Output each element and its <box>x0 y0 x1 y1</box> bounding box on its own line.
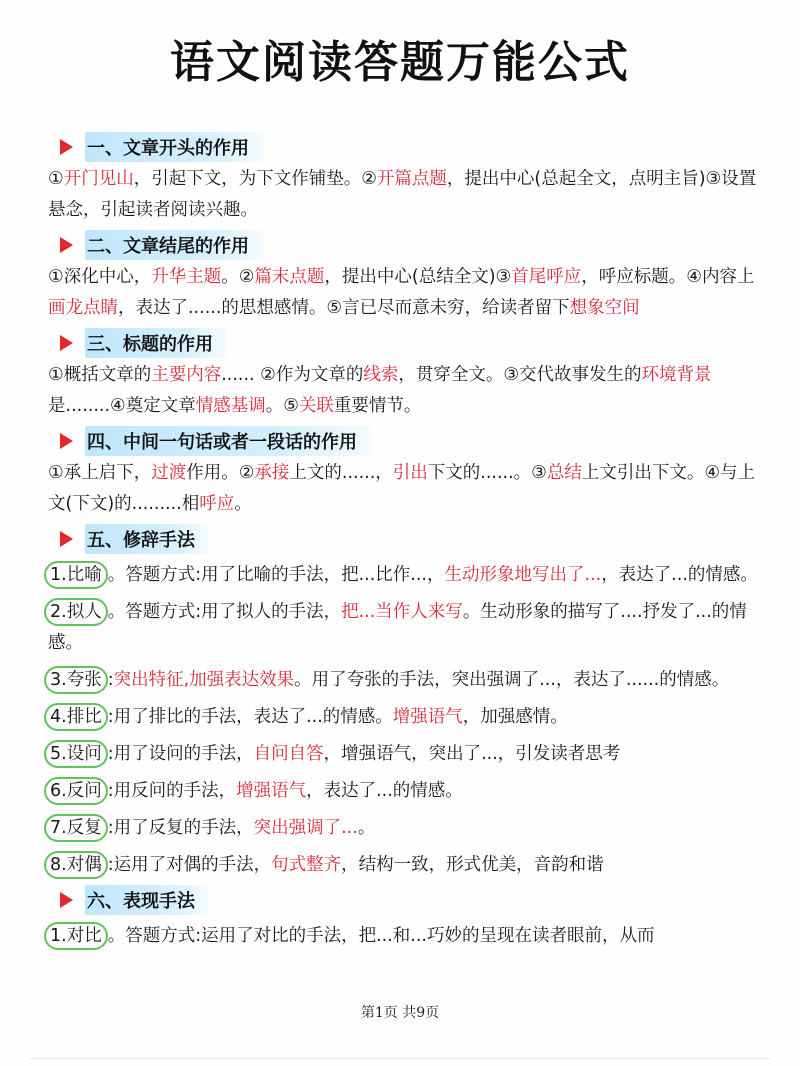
section-heading-label: 四、中间一句话或者一段话的作用 <box>85 426 371 456</box>
body-text: ① <box>48 169 64 189</box>
highlight-text: 开篇点题 <box>376 169 447 189</box>
highlight-text: 主要内容 <box>151 365 222 385</box>
bottom-divider <box>30 1058 770 1059</box>
body-text: ，呼应标题。④内容上 <box>581 267 755 287</box>
technique-tag: 2.拟人 <box>44 598 108 626</box>
body-text: 。答题方式:用了拟人的手法， <box>107 602 342 622</box>
body-text: 。用了夸张的手法，突出强调了...，表达了......的情感。 <box>294 670 730 690</box>
highlight-text: 增强语气 <box>236 781 307 801</box>
body-text: ，加强感情。 <box>462 707 568 727</box>
triangle-marker-icon <box>60 139 73 155</box>
body-text: ，提出中心(总结全文)③ <box>324 267 512 287</box>
body-text: 上文的......， <box>289 463 393 483</box>
section-heading <box>48 426 768 456</box>
section-heading <box>48 524 768 554</box>
technique-tag: 4.排比 <box>44 703 108 731</box>
technique-tag: 1.对比 <box>44 922 108 950</box>
page-title: 语文阅读答题万能公式 <box>170 37 630 88</box>
highlight-text: 总结 <box>546 463 582 483</box>
technique-item <box>48 813 768 844</box>
technique-item <box>48 739 768 770</box>
section-heading-label: 二、文章结尾的作用 <box>85 230 263 260</box>
technique-item <box>48 776 768 807</box>
technique-tag: 3.夸张 <box>44 666 108 694</box>
section-heading <box>48 132 768 162</box>
highlight-text: 承接 <box>254 463 290 483</box>
technique-tag: 6.反问 <box>44 777 108 805</box>
body-text: ，表达了...的情感。 <box>306 781 463 801</box>
highlight-text: 首尾呼应 <box>511 267 582 287</box>
body-text: ①承上启下， <box>48 463 152 483</box>
triangle-marker-icon <box>60 433 73 449</box>
body-text: 。 <box>234 494 252 514</box>
body-text: ①概括文章的 <box>48 365 152 385</box>
section-paragraph <box>48 458 768 520</box>
highlight-text: 引出 <box>392 463 428 483</box>
highlight-text: 突出强调了... <box>253 818 358 838</box>
body-text: ，贯穿全文。③交代故事发生的 <box>398 365 642 385</box>
section-heading <box>48 230 768 260</box>
technique-tag: 5.设问 <box>44 740 108 768</box>
body-text: 。生动形象的描写了....抒发了...的情感。 <box>48 602 747 653</box>
body-text: 。② <box>221 267 255 287</box>
highlight-text: 情感基调 <box>195 396 266 416</box>
body-text: 下文的......。③ <box>427 463 547 483</box>
body-text: ，增强语气，突出了...，引发读者思考 <box>323 744 621 764</box>
technique-item <box>48 921 768 952</box>
highlight-text: 关联 <box>298 396 334 416</box>
body-text: :运用了对偶的手法， <box>107 855 272 875</box>
highlight-text: 画龙点睛 <box>48 298 118 318</box>
technique-tag: 7.反复 <box>44 814 108 842</box>
body-text: ，表达了......的思想感情。⑤言已尽而意未穷，给读者留下 <box>118 298 570 318</box>
triangle-marker-icon <box>60 892 73 908</box>
technique-item <box>48 597 768 659</box>
body-text: 。⑤ <box>265 396 299 416</box>
body-text: ，提出中心(总起全文，点明主旨)③设置悬念，引起读者阅读兴趣。 <box>48 169 757 220</box>
highlight-text: 句式整齐 <box>271 855 342 875</box>
body-text: ，结构一致，形式优美，音韵和谐 <box>341 855 604 875</box>
body-text: :用了反复的手法， <box>107 818 254 838</box>
highlight-text: 呼应 <box>199 494 235 514</box>
body-text: ①深化中心， <box>48 267 152 287</box>
body-text: 是........④奠定文章 <box>48 396 196 416</box>
technique-item <box>48 850 768 881</box>
highlight-text: 过渡 <box>151 463 187 483</box>
highlight-text: 增强语气 <box>392 707 463 727</box>
body-text: 上文引出下文。④与上文(下文)的.........相 <box>48 463 756 514</box>
highlight-text: 开门见山 <box>63 169 134 189</box>
section-paragraph <box>48 262 768 324</box>
highlight-text: 篇末点题 <box>254 267 325 287</box>
section-heading <box>48 328 768 358</box>
technique-tag: 8.对偶 <box>44 851 108 879</box>
body-text: 重要情节。 <box>333 396 422 416</box>
triangle-marker-icon <box>60 237 73 253</box>
body-text: :用反问的手法， <box>107 781 237 801</box>
highlight-text: 自问自答 <box>253 744 324 764</box>
section-heading <box>48 885 768 915</box>
body-text: 。答题方式:运用了对比的手法，把...和...巧妙的呈现在读者眼前，从而 <box>107 926 655 946</box>
highlight-text: 线索 <box>363 365 399 385</box>
section-heading-label: 三、标题的作用 <box>85 328 227 358</box>
body-text: ，引起下文，为下文作铺垫。② <box>133 169 377 189</box>
triangle-marker-icon <box>60 335 73 351</box>
triangle-marker-icon <box>60 531 73 547</box>
highlight-text: 生动形象地写出了... <box>444 565 602 585</box>
content-body <box>48 128 768 956</box>
body-text: : <box>107 670 114 690</box>
body-text: :用了排比的手法，表达了...的情感。 <box>107 707 393 727</box>
technique-item <box>48 560 768 591</box>
body-text: 作用。② <box>186 463 255 483</box>
technique-item <box>48 702 768 733</box>
highlight-text: 环境背景 <box>641 365 712 385</box>
section-heading-label: 六、表现手法 <box>85 885 209 915</box>
section-paragraph <box>48 360 768 422</box>
technique-item <box>48 665 768 696</box>
section-heading-label: 一、文章开头的作用 <box>85 132 263 162</box>
body-text: ，表达了...的情感。 <box>601 565 758 585</box>
section-heading-label: 五、修辞手法 <box>85 524 209 554</box>
body-text: :用了设问的手法， <box>107 744 254 764</box>
page-footer: 第1页 共9页 <box>360 1005 440 1021</box>
body-text: ...... ②作为文章的 <box>221 365 364 385</box>
technique-tag: 1.比喻 <box>44 561 108 589</box>
highlight-text: 突出特征,加强表达效果 <box>113 670 295 690</box>
body-text: 。答题方式:用了比喻的手法，把...比作...， <box>107 565 445 585</box>
highlight-text: 想象空间 <box>569 298 640 318</box>
body-text: 。 <box>357 818 376 838</box>
highlight-text: 升华主题 <box>151 267 222 287</box>
section-paragraph <box>48 164 768 226</box>
highlight-text: 把...当作人来写 <box>341 602 463 622</box>
